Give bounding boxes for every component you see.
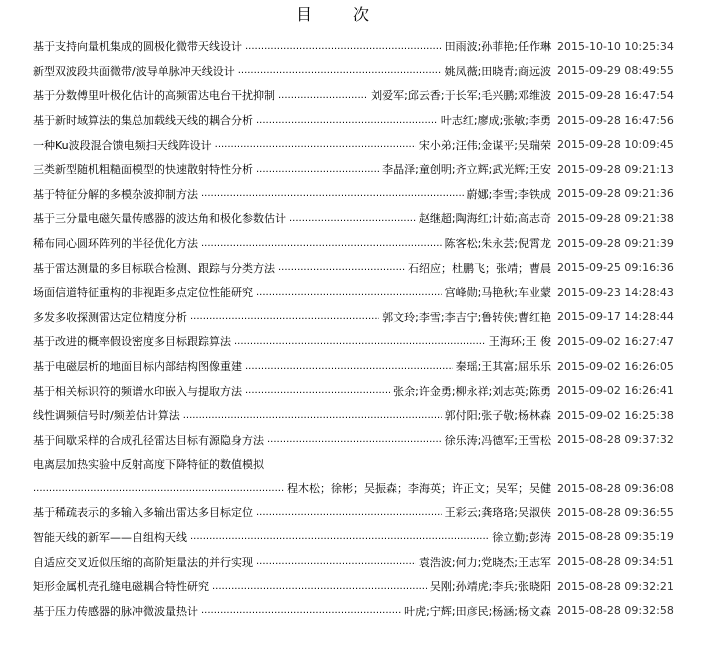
list-item <box>33 255 688 280</box>
leader-dots <box>33 483 284 494</box>
list-item <box>33 108 688 133</box>
authors: 姚凤薇;田晓青;商远波 <box>444 64 551 78</box>
leader-dots <box>201 605 401 616</box>
authors: 程木松；徐彬；吴振森；李海英；许正文；吴军；吴健 <box>287 482 551 496</box>
article-title-link[interactable]: 场面信道特征重构的非视距多点定位性能研究 <box>33 286 253 300</box>
leader-dots <box>238 65 442 76</box>
list-item <box>33 157 688 182</box>
leader-dots <box>190 531 489 542</box>
authors: 袁浩波;何力;党晓杰;王志军 <box>418 555 551 569</box>
list-item <box>33 59 688 84</box>
list-item <box>33 329 688 354</box>
article-title-link[interactable]: 稀布同心圆环阵列的半径优化方法 <box>33 237 198 251</box>
list-item <box>33 132 688 157</box>
authors: 蔚娜;李雪;李铁成 <box>466 187 551 201</box>
leader-dots <box>245 361 453 372</box>
article-title-link[interactable]: 基于特征分解的多模杂波抑制方法 <box>33 187 198 201</box>
article-title-link[interactable]: 基于雷达测量的多目标联合检测、跟踪与分类方法 <box>33 261 275 275</box>
authors: 陈客松;朱永芸;倪霄龙 <box>444 237 551 251</box>
timestamp: 2015-09-23 14:28:43 <box>557 285 674 299</box>
authors: 秦瑶;王其富;屈乐乐 <box>455 360 551 374</box>
authors: 田雨波;孙菲艳;任作琳 <box>444 40 551 54</box>
leader-dots <box>215 139 416 150</box>
article-title-link[interactable]: 基于压力传感器的脉冲微波量热计 <box>33 604 198 618</box>
timestamp: 2015-09-28 09:21:39 <box>557 236 674 250</box>
authors: 赵继超;陶海红;计茹;高志奇 <box>418 212 551 226</box>
authors: 郭文玲;李雪;李吉宁;鲁转侠;曹红艳 <box>382 310 551 324</box>
article-title-link[interactable]: 基于间歇采样的合成孔径雷达目标有源隐身方法 <box>33 433 264 447</box>
article-title-link[interactable]: 线性调频信号时/频差估计算法 <box>33 409 180 423</box>
leader-dots <box>183 410 442 421</box>
list-item <box>33 305 688 330</box>
article-title-link[interactable]: 基于稀疏表示的多输入多输出雷达多目标定位 <box>33 506 253 520</box>
timestamp: 2015-08-28 09:36:55 <box>557 505 674 519</box>
timestamp: 2015-09-02 16:25:38 <box>557 408 674 422</box>
list-item <box>33 598 688 623</box>
authors: 宫峰勋;马艳秋;车业蒙 <box>444 286 551 300</box>
timestamp: 2015-09-02 16:26:05 <box>557 359 674 373</box>
authors: 叶虎;宁辉;田彦民;杨涵;杨文森 <box>404 604 551 618</box>
article-title-link[interactable]: 基于相关标识符的频谱水印嵌入与提取方法 <box>33 384 242 398</box>
authors: 王彩云;龚珞珞;吴淑侠 <box>444 506 551 520</box>
timestamp: 2015-09-29 08:49:55 <box>557 64 674 78</box>
list-item <box>33 231 688 256</box>
timestamp: 2015-08-28 09:35:19 <box>557 530 674 544</box>
list-item <box>33 206 688 231</box>
article-title-link[interactable]: 自适应交叉近似压缩的高阶矩量法的并行实现 <box>33 555 253 569</box>
leader-dots <box>256 507 442 518</box>
authors: 李晶泽;童创明;齐立辉;武光辉;王安 <box>382 163 551 177</box>
article-title-link[interactable]: 一种Ku波段混合馈电频扫天线阵设计 <box>33 138 212 152</box>
leader-dots <box>278 262 405 273</box>
timestamp: 2015-09-28 16:47:54 <box>557 88 674 102</box>
page-title: 目 次 <box>295 5 388 24</box>
list-item <box>33 500 688 525</box>
leader-dots <box>289 213 416 224</box>
authors: 王海环;王 俊 <box>488 335 551 349</box>
article-title-link[interactable]: 智能天线的新军——自组构天线 <box>33 530 187 544</box>
article-title-link[interactable]: 多发多收探测雷达定位精度分析 <box>33 310 187 324</box>
article-title-link[interactable]: 基于改进的概率假设密度多目标跟踪算法 <box>33 335 231 349</box>
timestamp: 2015-09-02 16:27:47 <box>557 334 674 348</box>
authors: 宋小弟;汪伟;金谋平;吴瑞荣 <box>418 138 551 152</box>
timestamp: 2015-09-28 09:21:13 <box>557 162 674 176</box>
list-item <box>33 34 688 59</box>
article-title-link[interactable]: 基于分数傅里叶极化估计的高频雷达电台干扰抑制 <box>33 89 275 103</box>
list-item <box>33 280 688 305</box>
authors: 吴刚;孙靖虎;李兵;张晓阳 <box>429 580 551 594</box>
timestamp: 2015-09-17 14:28:44 <box>557 310 674 324</box>
leader-dots <box>234 336 486 347</box>
timestamp: 2015-09-28 10:09:45 <box>557 138 674 152</box>
leader-dots <box>256 115 438 126</box>
authors: 刘爱军;邱云香;于长军;毛兴鹏;邓维波 <box>371 89 551 103</box>
authors: 张余;许金勇;柳永祥;刘志英;陈勇 <box>393 384 551 398</box>
timestamp: 2015-09-28 16:47:56 <box>557 113 674 127</box>
leader-dots <box>256 556 416 567</box>
leader-dots <box>201 188 464 199</box>
list-item <box>33 525 688 550</box>
list-item-author-line <box>33 476 688 500</box>
authors: 徐乐涛;冯德军;王雪松 <box>444 433 551 447</box>
timestamp: 2015-08-28 09:34:51 <box>557 555 674 569</box>
leader-dots <box>190 311 379 322</box>
timestamp: 2015-09-28 09:21:38 <box>557 211 674 225</box>
list-item-title-line <box>33 452 688 476</box>
leader-dots <box>256 164 379 175</box>
leader-dots <box>267 434 442 445</box>
timestamp: 2015-09-28 09:21:36 <box>557 187 674 201</box>
timestamp: 2015-09-25 09:16:36 <box>557 261 674 275</box>
list-item <box>33 83 688 108</box>
toc-list <box>33 34 688 623</box>
article-title-link[interactable]: 新型双波段共面微带/波导单脉冲天线设计 <box>33 64 235 78</box>
timestamp: 2015-09-02 16:26:41 <box>557 384 674 398</box>
leader-dots <box>278 90 368 101</box>
list-item <box>33 428 688 453</box>
authors: 徐立勤;彭涛 <box>492 530 551 544</box>
timestamp: 2015-08-28 09:37:32 <box>557 433 674 447</box>
list-item <box>33 549 688 574</box>
timestamp: 2015-08-28 09:32:58 <box>557 604 674 618</box>
leader-dots <box>245 41 442 52</box>
leader-dots <box>256 287 442 298</box>
leader-dots <box>201 238 442 249</box>
leader-dots <box>212 581 427 592</box>
article-title-link[interactable]: 基于新时域算法的集总加载线天线的耦合分析 <box>33 114 253 128</box>
timestamp: 2015-08-28 09:36:08 <box>557 481 674 495</box>
authors: 石绍应；杜鹏飞；张靖；曹晨 <box>408 261 551 275</box>
list-item <box>33 574 688 599</box>
timestamp: 2015-10-10 10:25:34 <box>557 39 674 53</box>
article-title-link[interactable]: 基于三分量电磁矢量传感器的波达角和极化参数估计 <box>33 212 286 226</box>
article-title-link[interactable]: 基于电磁层析的地面目标内部结构图像重建 <box>33 360 242 374</box>
list-item <box>33 182 688 207</box>
article-title-link[interactable]: 三类新型随机粗糙面模型的快速散射特性分析 <box>33 163 253 177</box>
list-item <box>33 354 688 379</box>
authors: 郭付阳;张子敬;杨林森 <box>444 409 551 423</box>
timestamp: 2015-08-28 09:32:21 <box>557 579 674 593</box>
list-item <box>33 378 688 403</box>
article-title-link[interactable]: 矩形金属机壳孔缝电磁耦合特性研究 <box>33 580 209 594</box>
article-title-link[interactable]: 电离层加热实验中反射高度下降特征的数值模拟 <box>33 458 264 472</box>
list-item <box>33 403 688 428</box>
leader-dots <box>245 385 390 396</box>
authors: 叶志红;廖成;张敏;李勇 <box>440 114 551 128</box>
article-title-link[interactable]: 基于支持向量机集成的圆极化微带天线设计 <box>33 40 242 54</box>
